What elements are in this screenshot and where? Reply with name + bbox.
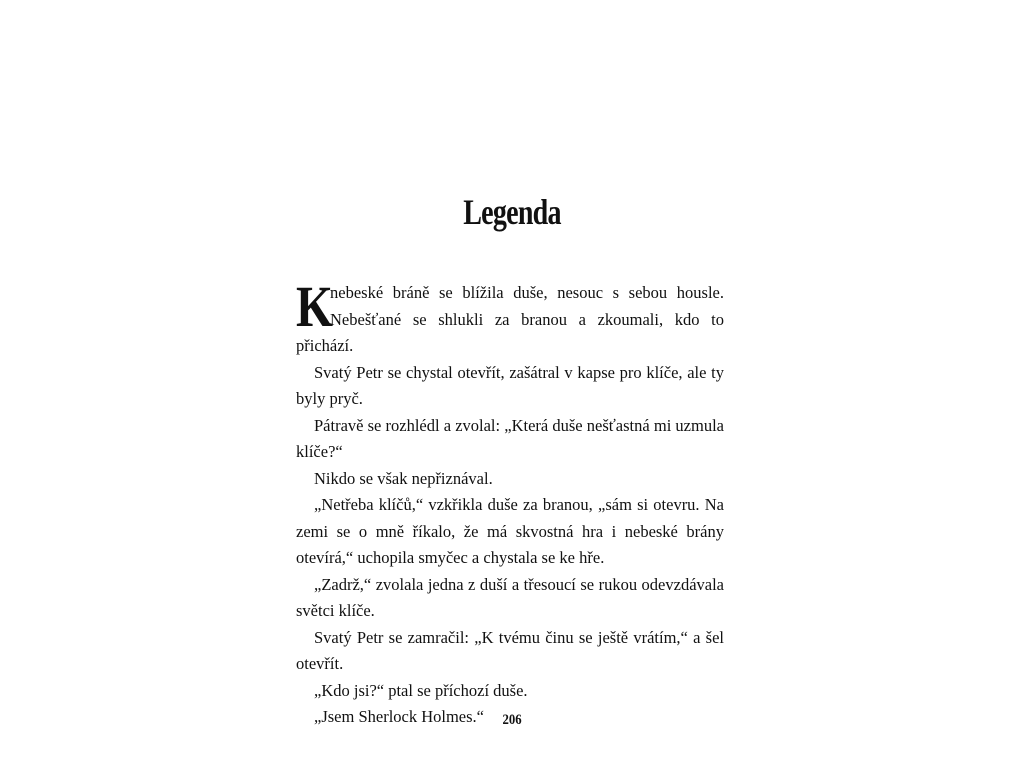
paragraph-7: Svatý Petr se zamračil: „K tvému činu se ještě vrátím,“ a šel otevřít.	[296, 627, 724, 673]
paragraph-1	[296, 274, 724, 360]
chapter-text	[296, 274, 724, 731]
drop-cap: K	[296, 274, 334, 339]
paragraph-8: „Kdo jsi?“ ptal se příchozí duše.	[314, 680, 528, 700]
paragraph-2: Svatý Petr se chystal otevřít, zašátral v kapse pro klíče, ale ty byly pryč.	[296, 362, 724, 408]
paragraph-1-text: nebeské bráně se blížila duše, nesouc s sebou housle. Nebešťané se shlukli za branou a zkoumali, kdo to přichází.	[296, 283, 724, 355]
paragraph-3: Pátravě se rozhlédl a zvolal: „Která duše nešťastná mi uzmula klíče?“	[296, 415, 724, 461]
paragraph-4: Nikdo se však nepřiznával.	[314, 468, 493, 488]
paragraph-6: „Zadrž,“ zvolala jedna z duší a třesoucí se rukou odevzdávala světci klíče.	[296, 574, 724, 620]
paragraph-9: „Jsem Sherlock Holmes.“	[314, 707, 485, 726]
chapter-title: Legenda	[463, 192, 561, 232]
page-number: 206	[502, 712, 522, 728]
paragraph-5: „Netřeba klíčů,“ vzkřikla duše za branou, „sám si otevru. Na zemi se o mně říkalo, že má skvostná hra i nebeské brány otevírá,“ uchopila smyčec a chystala se ke hře.	[296, 495, 724, 567]
